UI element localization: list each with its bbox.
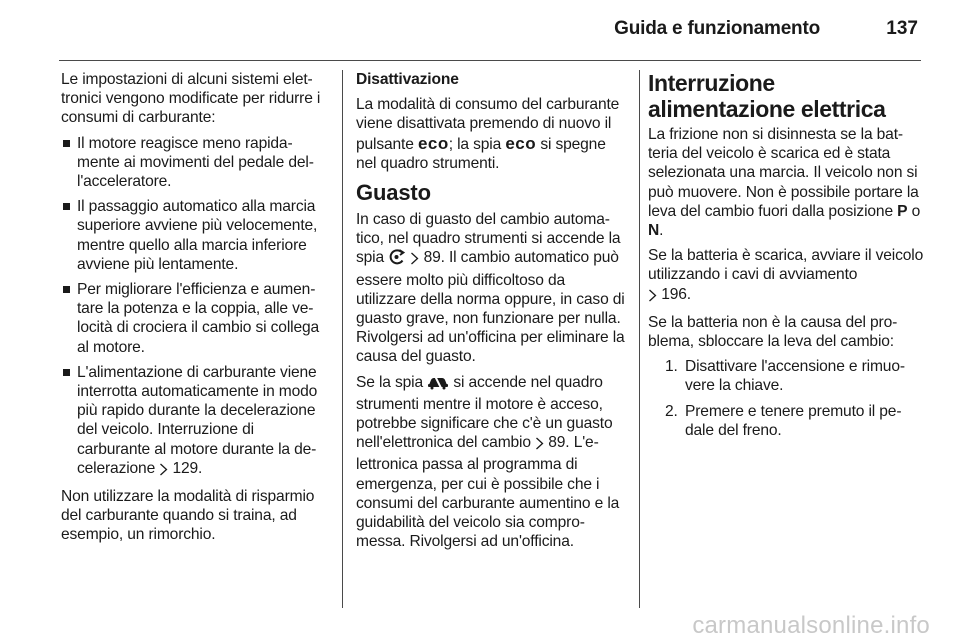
watermark: carmanualsonline.info: [692, 612, 930, 639]
guasto-paragraph-1: [356, 210, 626, 367]
list-item: [61, 197, 329, 274]
text-span: La frizione non si disinnesta se la batteria del veicolo è scarica ed è stata selezionata una marcia. Il veicolo non si può muovere. Non è possibile portare la leva del cambio fuori dalla posizione: [648, 126, 919, 220]
text-span: Se la spia: [356, 373, 423, 391]
page-number: 137: [886, 18, 918, 39]
list-item: [648, 402, 924, 440]
bullet-text: Per migliorare l'efficienza e aumentare la potenza e la coppia, alle velocità di crociera il cambio si collega al motore.: [77, 281, 320, 356]
step-number: 2.: [665, 402, 678, 420]
column-divider-right: [639, 70, 640, 608]
list-item: [648, 357, 924, 395]
page-ref-icon: [648, 288, 657, 307]
text-span: si spegne nel quadro strumenti.: [356, 135, 606, 172]
paragraph-1: [648, 125, 924, 240]
column-3: [648, 70, 924, 446]
bullet-list: [61, 134, 329, 481]
list-item: [61, 280, 329, 357]
column-2: [356, 70, 626, 557]
text-span: si accende nel quadro strumenti mentre il motore è acceso, potrebbe significare che c'è un guasto nell'elettronica del cambio: [356, 373, 613, 452]
car-wrench-warning-icon: [427, 374, 449, 395]
outro-paragraph: Non utilizzare la modalità di risparmio del carburante quando si traina, ad esempio, un rimorchio.: [61, 488, 315, 544]
guasto-heading: Guasto: [356, 180, 431, 206]
paragraph-3: Se la batteria non è la causa del problema, sbloccare la leva del cambio:: [648, 313, 898, 351]
gear-n-label: N: [648, 222, 660, 240]
bullet-text: L'alimentazione di carburante viene interrotta automaticamente in modo più rapido durante la decelerazione del veicolo. Interruzione di carburante al motore durante la decelerazione: [77, 363, 318, 477]
guasto-paragraph-2: [356, 373, 626, 552]
text-span: Se la batteria è scarica, avviare il veicolo utilizzando i cavi di avviamento: [648, 247, 924, 284]
bullet-square-icon: [63, 203, 70, 210]
steps-list: [648, 357, 924, 440]
text-span: L'elettronica passa al programma di emergenza, per cui è possibile che i consumi del carburante aumentino e la guidabilità del veicolo sia compromessa. Rivolgersi ad un'officina.: [356, 434, 620, 551]
page-ref-link[interactable]: 89.: [548, 434, 570, 452]
text-span: .: [659, 222, 664, 240]
list-item: [61, 134, 329, 192]
header-divider: [59, 60, 921, 61]
text-span: ; la spia: [448, 135, 502, 153]
step-text: Premere e tenere premuto il pedale del freno.: [685, 402, 902, 439]
paragraph-2: [648, 246, 924, 307]
column-divider-left: [342, 70, 343, 608]
text-span: Il cambio automatico può essere molto più difficoltoso da utilizzare della norma oppure, in caso di guasto grave, non funzionare per nulla. Rivolgersi ad un'officina per eliminare la causa del guasto.: [356, 249, 625, 366]
eco-indicator-label: eco: [505, 133, 537, 153]
page-ref-link[interactable]: 129.: [172, 459, 203, 477]
text-span: La modalità di consumo del carburante viene disattivata premendo di nuovo il pulsante: [356, 96, 620, 153]
bullet-text: Il passaggio automatico alla marcia superiore avviene più velocemente, mentre quello alla marcia inferiore avviene più lentamente.: [77, 198, 318, 273]
intro-paragraph: Le impostazioni di alcuni sistemi elettronici vengono modificate per ridurre i consumi di carburante:: [61, 71, 321, 127]
bullet-square-icon: [63, 369, 70, 376]
page-ref-icon: [535, 436, 544, 455]
bullet-square-icon: [63, 286, 70, 293]
disattivazione-paragraph: [356, 95, 626, 173]
step-number: 1.: [665, 358, 678, 376]
gear-p-label: P: [897, 202, 908, 220]
header-title: Guida e funzionamento: [614, 18, 820, 39]
gearbox-warning-icon: [388, 249, 406, 270]
page-ref-link[interactable]: 196.: [661, 285, 691, 303]
page-ref-link[interactable]: 89.: [423, 249, 445, 267]
bullet-text: Il motore reagisce meno rapidamente ai movimenti del pedale dell'acceleratore.: [77, 134, 314, 191]
disattivazione-heading: Disattivazione: [356, 71, 459, 88]
eco-button-label: eco: [417, 133, 449, 153]
section-heading: Interruzione alimentazione elettrica: [648, 70, 886, 122]
text-span: o: [911, 202, 921, 220]
page-ref-icon: [159, 462, 168, 481]
text-span: In caso di guasto del cambio automatico, nel quadro strumenti si accende la spia: [356, 211, 621, 267]
list-item: [61, 363, 329, 481]
page-ref-icon: [410, 251, 419, 270]
bullet-square-icon: [63, 140, 70, 147]
step-text: Disattivare l'accensione e rimuovere la chiave.: [685, 358, 906, 395]
column-1: [61, 70, 329, 551]
